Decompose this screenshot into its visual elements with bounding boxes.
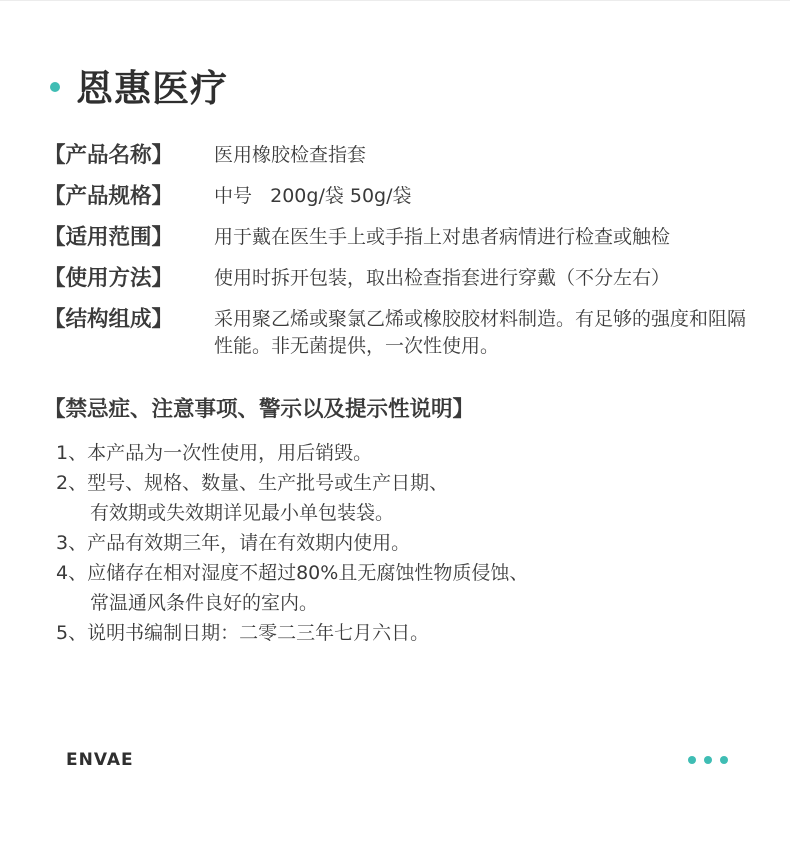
info-label: 【结构组成】 xyxy=(44,307,174,332)
product-info-table xyxy=(44,142,764,373)
dot xyxy=(720,756,728,764)
header xyxy=(50,60,228,110)
list-item-text: 5、说明书编制日期：二零二三年七月六日。 xyxy=(56,622,430,644)
info-row-structure xyxy=(44,306,764,360)
list-item-continuation: 有效期或失效期详见最小单包装袋。 xyxy=(90,502,395,524)
info-value: 中号 200g/袋 50g/袋 xyxy=(214,185,412,207)
list-item-text: 2、型号、规格、数量、生产批号或生产日期、 xyxy=(56,472,449,494)
list-item-text: 3、产品有效期三年，请在有效期内使用。 xyxy=(56,532,411,554)
info-value: 医用橡胶检查指套 xyxy=(214,144,367,166)
title-bullet-dot xyxy=(50,82,60,92)
page-title: 恩惠医疗 xyxy=(76,67,228,110)
list-item-continuation: 常温通风条件良好的室内。 xyxy=(90,592,319,614)
info-value: 用于戴在医生手上或手指上对患者病情进行检查或触检 xyxy=(214,226,671,248)
info-value: 使用时拆开包装，取出检查指套进行穿戴（不分左右） xyxy=(214,267,671,289)
list-item-text: 4、应储存在相对湿度不超过80%且无腐蚀性物质侵蚀、 xyxy=(56,562,529,584)
dot xyxy=(688,756,696,764)
list-item xyxy=(56,528,756,558)
list-item xyxy=(56,618,756,648)
top-divider xyxy=(0,0,790,1)
more-dots-icon xyxy=(688,756,728,764)
list-item xyxy=(56,558,756,618)
info-label: 【使用方法】 xyxy=(44,266,174,291)
brand-logo: ENVAE xyxy=(66,750,134,770)
dot xyxy=(704,756,712,764)
list-item xyxy=(56,438,756,468)
list-item-text: 1、本产品为一次性使用，用后销毁。 xyxy=(56,442,373,464)
info-row-spec xyxy=(44,183,764,211)
list-item xyxy=(56,468,756,528)
info-row-scope xyxy=(44,224,764,252)
info-label: 【产品名称】 xyxy=(44,143,174,168)
notice-heading: 【禁忌症、注意事项、警示以及提示性说明】 xyxy=(44,397,475,422)
info-value: 采用聚乙烯或聚氯乙烯或橡胶胶材料制造。有足够的强度和阻隔性能。非无菌提供，一次性使用。 xyxy=(214,308,747,357)
info-row-usage xyxy=(44,265,764,293)
info-label: 【产品规格】 xyxy=(44,184,174,209)
notice-list xyxy=(56,438,756,648)
info-row-name xyxy=(44,142,764,170)
info-label: 【适用范围】 xyxy=(44,225,174,250)
